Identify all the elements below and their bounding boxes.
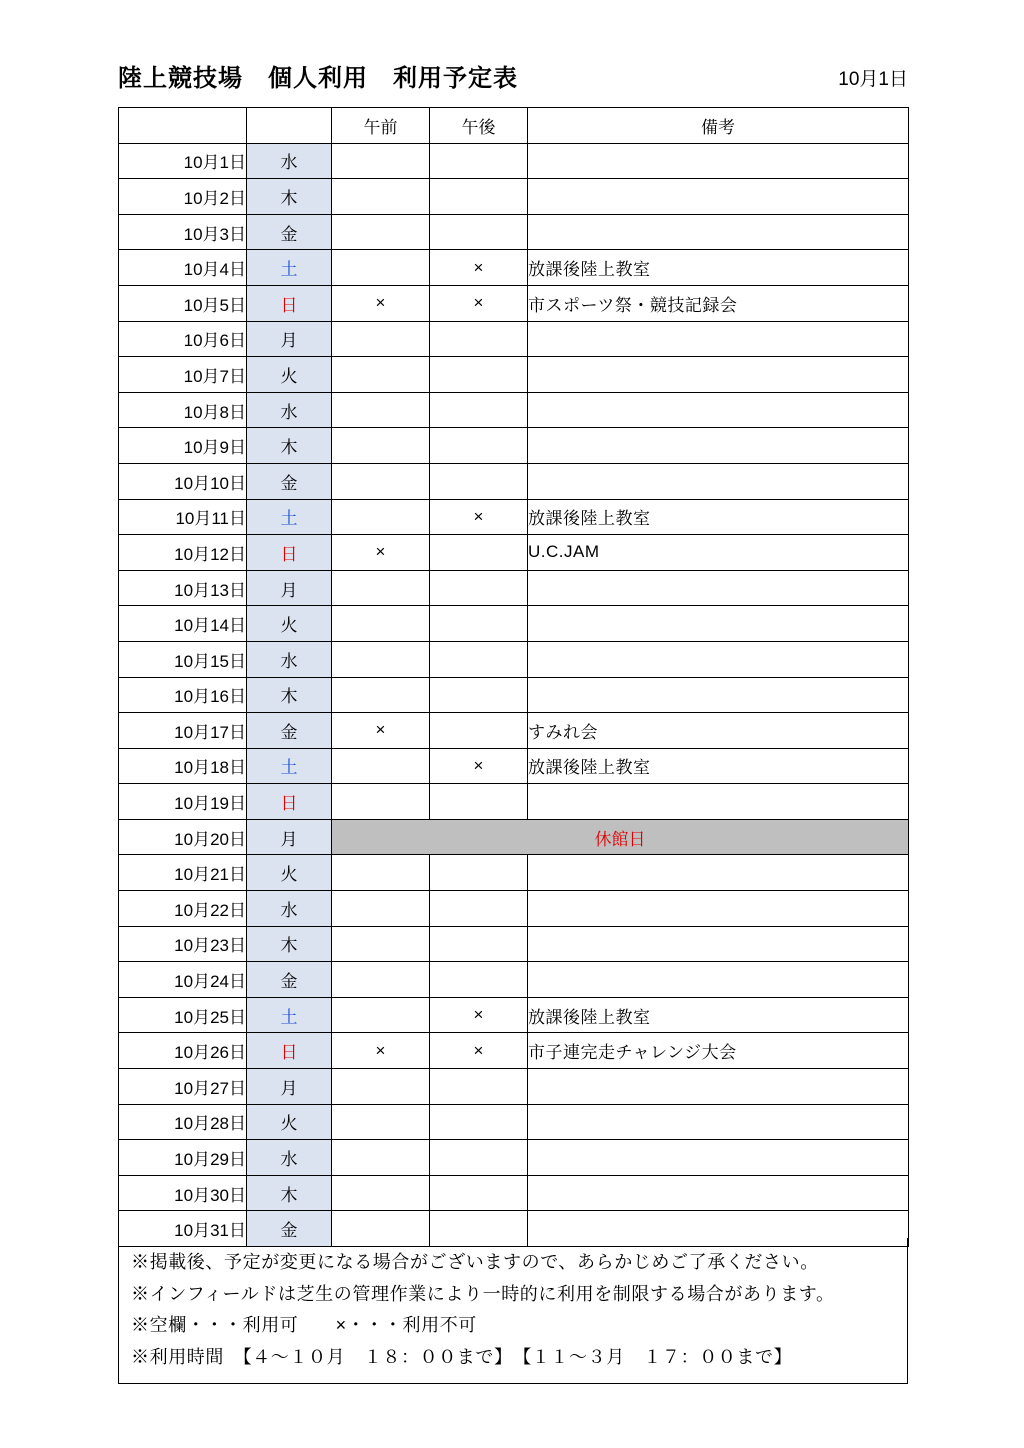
cell-morning: [332, 926, 430, 962]
document-header: [118, 58, 908, 93]
cell-morning: [332, 463, 430, 499]
cell-afternoon: [430, 214, 528, 250]
cell-date: 10月13日: [119, 570, 247, 606]
cell-day-of-week: 月: [247, 570, 332, 606]
cell-morning: [332, 1069, 430, 1105]
cell-afternoon: ×: [430, 250, 528, 286]
table-row: [119, 606, 909, 642]
table-row: [119, 997, 909, 1033]
cell-day-of-week: 金: [247, 1211, 332, 1247]
cell-remarks: [528, 570, 909, 606]
cell-afternoon: [430, 606, 528, 642]
cell-morning: [332, 1140, 430, 1176]
table-row: [119, 143, 909, 179]
cell-remarks: [528, 321, 909, 357]
table-row: [119, 499, 909, 535]
cell-day-of-week: 火: [247, 606, 332, 642]
cell-date: 10月30日: [119, 1175, 247, 1211]
table-row: [119, 819, 909, 855]
table-row: [119, 1033, 909, 1069]
cell-afternoon: [430, 535, 528, 571]
cell-day-of-week: 土: [247, 499, 332, 535]
cell-remarks: [528, 428, 909, 464]
cell-date: 10月18日: [119, 748, 247, 784]
cell-afternoon: ×: [430, 997, 528, 1033]
cell-afternoon: ×: [430, 748, 528, 784]
cell-morning: ×: [332, 1033, 430, 1069]
cell-remarks: [528, 641, 909, 677]
col-header-date: [119, 108, 247, 144]
cell-day-of-week: 木: [247, 428, 332, 464]
cell-remarks: 放課後陸上教室: [528, 250, 909, 286]
cell-date: 10月21日: [119, 855, 247, 891]
cell-remarks: U.C.JAM: [528, 535, 909, 571]
cell-day-of-week: 金: [247, 214, 332, 250]
cell-date: 10月3日: [119, 214, 247, 250]
cell-remarks: [528, 463, 909, 499]
cell-date: 10月17日: [119, 713, 247, 749]
cell-remarks: [528, 962, 909, 998]
table-row: [119, 855, 909, 891]
col-header-remarks: 備考: [528, 108, 909, 144]
cell-afternoon: ×: [430, 1033, 528, 1069]
cell-remarks: [528, 891, 909, 927]
cell-day-of-week: 水: [247, 641, 332, 677]
cell-date: 10月22日: [119, 891, 247, 927]
cell-afternoon: ×: [430, 285, 528, 321]
table-header-row: [119, 108, 909, 144]
cell-day-of-week: 水: [247, 392, 332, 428]
cell-morning: [332, 179, 430, 215]
cell-date: 10月26日: [119, 1033, 247, 1069]
cell-date: 10月15日: [119, 641, 247, 677]
col-header-morning: 午前: [332, 108, 430, 144]
cell-remarks: [528, 357, 909, 393]
cell-day-of-week: 日: [247, 1033, 332, 1069]
cell-morning: [332, 606, 430, 642]
cell-remarks: [528, 179, 909, 215]
notes-block: [118, 1238, 908, 1384]
cell-remarks: 放課後陸上教室: [528, 499, 909, 535]
cell-remarks: [528, 926, 909, 962]
cell-date: 10月1日: [119, 143, 247, 179]
cell-morning: ×: [332, 713, 430, 749]
table-row: [119, 179, 909, 215]
cell-afternoon: [430, 428, 528, 464]
cell-morning: [332, 784, 430, 820]
cell-remarks: [528, 1104, 909, 1140]
cell-day-of-week: 木: [247, 179, 332, 215]
cell-remarks: [528, 392, 909, 428]
cell-morning: [332, 357, 430, 393]
cell-day-of-week: 日: [247, 784, 332, 820]
cell-day-of-week: 水: [247, 891, 332, 927]
cell-morning: [332, 214, 430, 250]
cell-day-of-week: 水: [247, 143, 332, 179]
cell-date: 10月11日: [119, 499, 247, 535]
cell-remarks: 放課後陸上教室: [528, 748, 909, 784]
note-line: ※空欄・・・利用可 ×・・・利用不可: [131, 1315, 477, 1335]
note-line: ※インフィールドは芝生の管理作業により一時的に利用を制限する場合があります。: [131, 1283, 835, 1304]
cell-morning: [332, 1175, 430, 1211]
cell-day-of-week: 木: [247, 1175, 332, 1211]
cell-date: 10月28日: [119, 1104, 247, 1140]
cell-afternoon: [430, 962, 528, 998]
table-row: [119, 357, 909, 393]
cell-date: 10月5日: [119, 285, 247, 321]
cell-date: 10月4日: [119, 250, 247, 286]
cell-afternoon: [430, 570, 528, 606]
cell-afternoon: [430, 392, 528, 428]
table-row: [119, 926, 909, 962]
cell-afternoon: [430, 1104, 528, 1140]
cell-afternoon: [430, 784, 528, 820]
cell-remarks: [528, 606, 909, 642]
table-row: [119, 1175, 909, 1211]
cell-morning: [332, 143, 430, 179]
cell-morning: [332, 855, 430, 891]
table-row: [119, 713, 909, 749]
cell-day-of-week: 金: [247, 463, 332, 499]
table-row: [119, 784, 909, 820]
cell-day-of-week: 水: [247, 1140, 332, 1176]
cell-date: 10月9日: [119, 428, 247, 464]
cell-remarks: [528, 1069, 909, 1105]
cell-morning: ×: [332, 285, 430, 321]
cell-remarks: [528, 855, 909, 891]
cell-day-of-week: 火: [247, 1104, 332, 1140]
cell-morning: [332, 748, 430, 784]
cell-afternoon: [430, 1175, 528, 1211]
cell-date: 10月12日: [119, 535, 247, 571]
cell-day-of-week: 土: [247, 748, 332, 784]
cell-date: 10月31日: [119, 1211, 247, 1247]
cell-remarks: すみれ会: [528, 713, 909, 749]
cell-date: 10月29日: [119, 1140, 247, 1176]
cell-afternoon: [430, 321, 528, 357]
cell-date: 10月24日: [119, 962, 247, 998]
cell-date: 10月19日: [119, 784, 247, 820]
cell-afternoon: [430, 926, 528, 962]
cell-morning: [332, 891, 430, 927]
schedule-table: [118, 107, 909, 1247]
cell-morning: [332, 997, 430, 1033]
cell-afternoon: [430, 143, 528, 179]
note-line: ※掲載後、予定が変更になる場合がございますので、あらかじめご了承ください。: [131, 1252, 819, 1272]
table-row: [119, 463, 909, 499]
col-header-dow: [247, 108, 332, 144]
cell-date: 10月14日: [119, 606, 247, 642]
table-row: [119, 392, 909, 428]
table-row: [119, 570, 909, 606]
cell-afternoon: [430, 357, 528, 393]
cell-remarks: 放課後陸上教室: [528, 997, 909, 1033]
cell-date: 10月23日: [119, 926, 247, 962]
cell-day-of-week: 金: [247, 713, 332, 749]
table-row: [119, 321, 909, 357]
cell-morning: [332, 570, 430, 606]
cell-day-of-week: 木: [247, 926, 332, 962]
table-row: [119, 214, 909, 250]
table-row: [119, 641, 909, 677]
cell-date: 10月6日: [119, 321, 247, 357]
cell-remarks: [528, 214, 909, 250]
cell-date: 10月7日: [119, 357, 247, 393]
header-date: 10月1日: [838, 69, 908, 90]
cell-morning: [332, 499, 430, 535]
cell-afternoon: [430, 713, 528, 749]
cell-afternoon: ×: [430, 499, 528, 535]
cell-morning: [332, 1104, 430, 1140]
cell-date: 10月10日: [119, 463, 247, 499]
cell-date: 10月20日: [119, 819, 247, 855]
cell-afternoon: [430, 891, 528, 927]
cell-remarks: 市子連完走チャレンジ大会: [528, 1033, 909, 1069]
cell-date: 10月2日: [119, 179, 247, 215]
cell-day-of-week: 土: [247, 997, 332, 1033]
cell-date: 10月25日: [119, 997, 247, 1033]
table-row: [119, 285, 909, 321]
cell-date: 10月8日: [119, 392, 247, 428]
cell-morning: [332, 677, 430, 713]
table-row: [119, 962, 909, 998]
note-line: ※利用時間 【４～１０月 １８：００まで】 【１１～３月 １７：００まで】: [131, 1346, 793, 1367]
closed-day-banner: 休館日: [332, 819, 909, 855]
cell-afternoon: [430, 641, 528, 677]
cell-afternoon: [430, 1140, 528, 1176]
cell-remarks: [528, 1175, 909, 1211]
col-header-afternoon: 午後: [430, 108, 528, 144]
cell-day-of-week: 日: [247, 285, 332, 321]
cell-morning: [332, 392, 430, 428]
cell-day-of-week: 火: [247, 855, 332, 891]
cell-day-of-week: 金: [247, 962, 332, 998]
cell-afternoon: [430, 463, 528, 499]
cell-afternoon: [430, 677, 528, 713]
cell-morning: [332, 428, 430, 464]
table-row: [119, 677, 909, 713]
page-title: 陸上競技場 個人利用 利用予定表: [118, 65, 518, 92]
cell-day-of-week: 土: [247, 250, 332, 286]
table-row: [119, 250, 909, 286]
table-row: [119, 428, 909, 464]
cell-day-of-week: 木: [247, 677, 332, 713]
table-row: [119, 748, 909, 784]
cell-afternoon: [430, 855, 528, 891]
cell-morning: [332, 641, 430, 677]
cell-remarks: 市スポーツ祭・競技記録会: [528, 285, 909, 321]
table-row: [119, 891, 909, 927]
cell-day-of-week: 月: [247, 1069, 332, 1105]
cell-day-of-week: 月: [247, 321, 332, 357]
table-row: [119, 535, 909, 571]
cell-remarks: [528, 143, 909, 179]
table-row: [119, 1140, 909, 1176]
cell-afternoon: [430, 179, 528, 215]
table-row: [119, 1104, 909, 1140]
cell-date: 10月27日: [119, 1069, 247, 1105]
cell-day-of-week: 月: [247, 819, 332, 855]
schedule-body: [119, 143, 909, 1246]
cell-morning: [332, 321, 430, 357]
cell-remarks: [528, 1140, 909, 1176]
cell-remarks: [528, 784, 909, 820]
cell-day-of-week: 日: [247, 535, 332, 571]
cell-day-of-week: 火: [247, 357, 332, 393]
cell-afternoon: [430, 1069, 528, 1105]
cell-remarks: [528, 677, 909, 713]
cell-date: 10月16日: [119, 677, 247, 713]
cell-morning: [332, 250, 430, 286]
cell-morning: ×: [332, 535, 430, 571]
cell-morning: [332, 962, 430, 998]
table-row: [119, 1069, 909, 1105]
